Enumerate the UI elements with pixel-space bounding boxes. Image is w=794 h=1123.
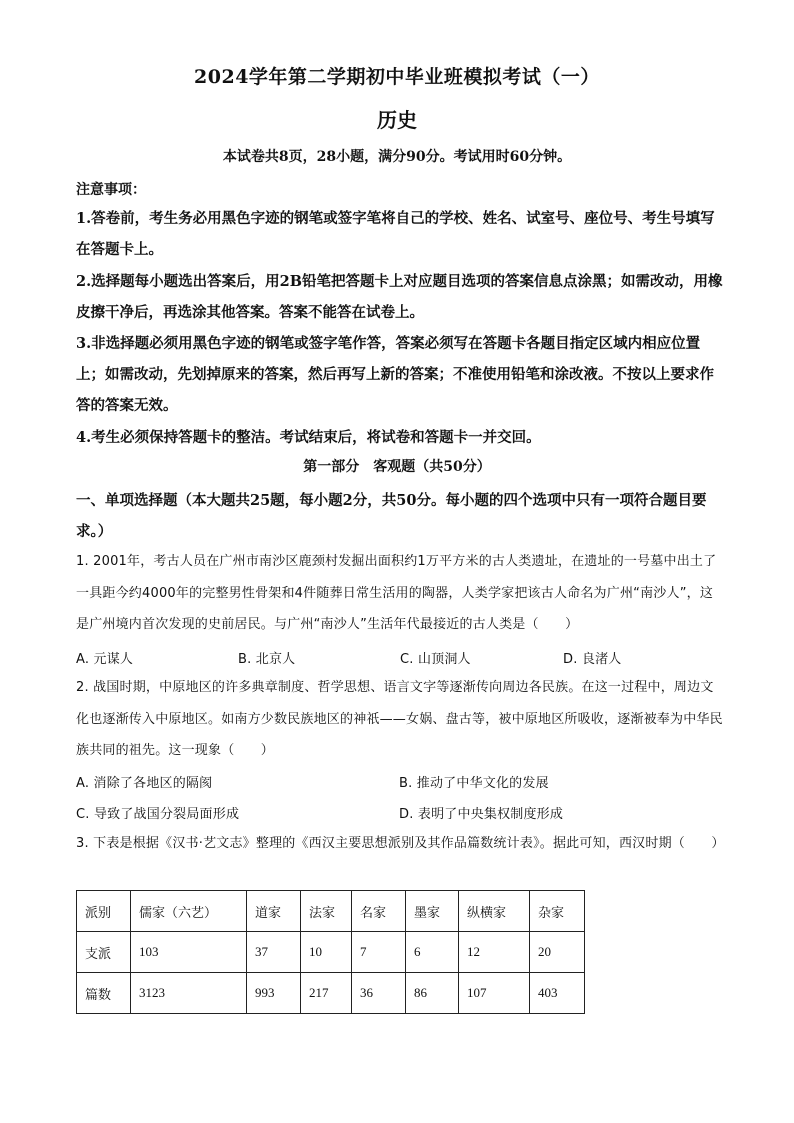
table-cell: 217 <box>301 973 352 1014</box>
table-cell: 10 <box>301 932 352 973</box>
table-row <box>77 932 585 973</box>
table-cell: 道家 <box>247 891 301 932</box>
table-cell: 儒家（六艺） <box>131 891 247 932</box>
table-cell: 法家 <box>301 891 352 932</box>
table-cell: 107 <box>459 973 530 1014</box>
question-3-stem: 3. 下表是根据《汉书·艺文志》整理的《西汉主要思想派别及其作品篇数统计表》。据此可知，西汉时期（ ） <box>76 836 725 851</box>
table-cell: 12 <box>459 932 530 973</box>
note-item-2: 2.选择题每小题选出答案后，用2B铅笔把答题卡上对应题目选项的答案信息点涂黑；如需改动，用橡皮擦干净后，再选涂其他答案。答案不能答在试卷上。 <box>76 273 723 321</box>
table-cell: 7 <box>352 932 406 973</box>
table-cell: 6 <box>406 932 459 973</box>
table-cell: 墨家 <box>406 891 459 932</box>
table-cell: 名家 <box>352 891 406 932</box>
question-2-option-a[interactable]: A. 消除了各地区的隔阂 <box>76 776 213 791</box>
exam-intro: 本试卷共8页，28小题，满分90分。考试用时60分钟。 <box>222 149 572 165</box>
notes-heading: 注意事项： <box>76 182 146 198</box>
table-cell: 纵横家 <box>459 891 530 932</box>
table-cell: 派别 <box>77 891 131 932</box>
table-cell: 403 <box>530 973 585 1014</box>
table-row <box>77 973 585 1014</box>
table-cell: 86 <box>406 973 459 1014</box>
part-one-title: 第一部分 客观题（共50分） <box>303 459 491 475</box>
table-cell: 支派 <box>77 932 131 973</box>
question-2-option-b[interactable]: B. 推动了中华文化的发展 <box>399 776 549 791</box>
question-2-option-d[interactable]: D. 表明了中央集权制度形成 <box>399 807 564 822</box>
note-item-3: 3.非选择题必须用黑色字迹的钢笔或签字笔作答，答案必须写在答题卡各题目指定区域内相应位置上；如需改动，先划掉原来的答案，然后再写上新的答案；不准使用铅笔和涂改液。不按以上要求作答的答案无效。 <box>76 335 714 414</box>
exam-title: 2024学年第二学期初中毕业班模拟考试（一） <box>194 66 600 88</box>
question-1-option-c[interactable]: C. 山顶洞人 <box>400 652 471 667</box>
question-1-option-d[interactable]: D. 良渚人 <box>563 652 622 667</box>
table-cell: 篇数 <box>77 973 131 1014</box>
note-item-4: 4.考生必须保持答题卡的整洁。考试结束后，将试卷和答题卡一并交回。 <box>76 429 541 446</box>
question-1-option-a[interactable]: A. 元谋人 <box>76 652 134 667</box>
table-cell: 37 <box>247 932 301 973</box>
school-statistics-table <box>76 890 585 1014</box>
question-2-option-c[interactable]: C. 导致了战国分裂局面形成 <box>76 807 240 822</box>
table-cell: 103 <box>131 932 247 973</box>
table-cell: 36 <box>352 973 406 1014</box>
question-2-stem: 2. 战国时期，中原地区的许多典章制度、哲学思想、语言文字等逐渐传向周边各民族。在这一过程中，周边文化也逐渐传入中原地区。如南方少数民族地区的神祇——女娲、盘古等，被中原地区所吸收，逐渐被奉为中华民族共同的祖先。这一现象（ ） <box>76 680 723 758</box>
question-1-option-b[interactable]: B. 北京人 <box>238 652 296 667</box>
note-item-1: 1.答卷前，考生务必用黑色字迹的钢笔或签字笔将自己的学校、姓名、试室号、座位号、考生号填写在答题卡上。 <box>76 210 715 258</box>
table-cell: 20 <box>530 932 585 973</box>
question-1-stem: 1. 2001年，考古人员在广州市南沙区鹿颈村发掘出面积约1万平方米的古人类遗址，在遗址的一号墓中出土了一具距今约4000年的完整男性骨架和4件随葬日常生活用的陶器，人类学家把该古人命名为广州“南沙人”，这是广州境内首次发现的史前居民。与广州“南沙人”生活年代最接近的古人类是（ ） <box>76 554 717 632</box>
section-heading: 一、单项选择题（本大题共25题，每小题2分，共50分。每小题的四个选项中只有一项符合题目要求。） <box>76 492 707 540</box>
table-cell: 993 <box>247 973 301 1014</box>
subject-title: 历史 <box>377 108 417 132</box>
table-cell: 3123 <box>131 973 247 1014</box>
table-row <box>77 891 585 932</box>
table-cell: 杂家 <box>530 891 585 932</box>
